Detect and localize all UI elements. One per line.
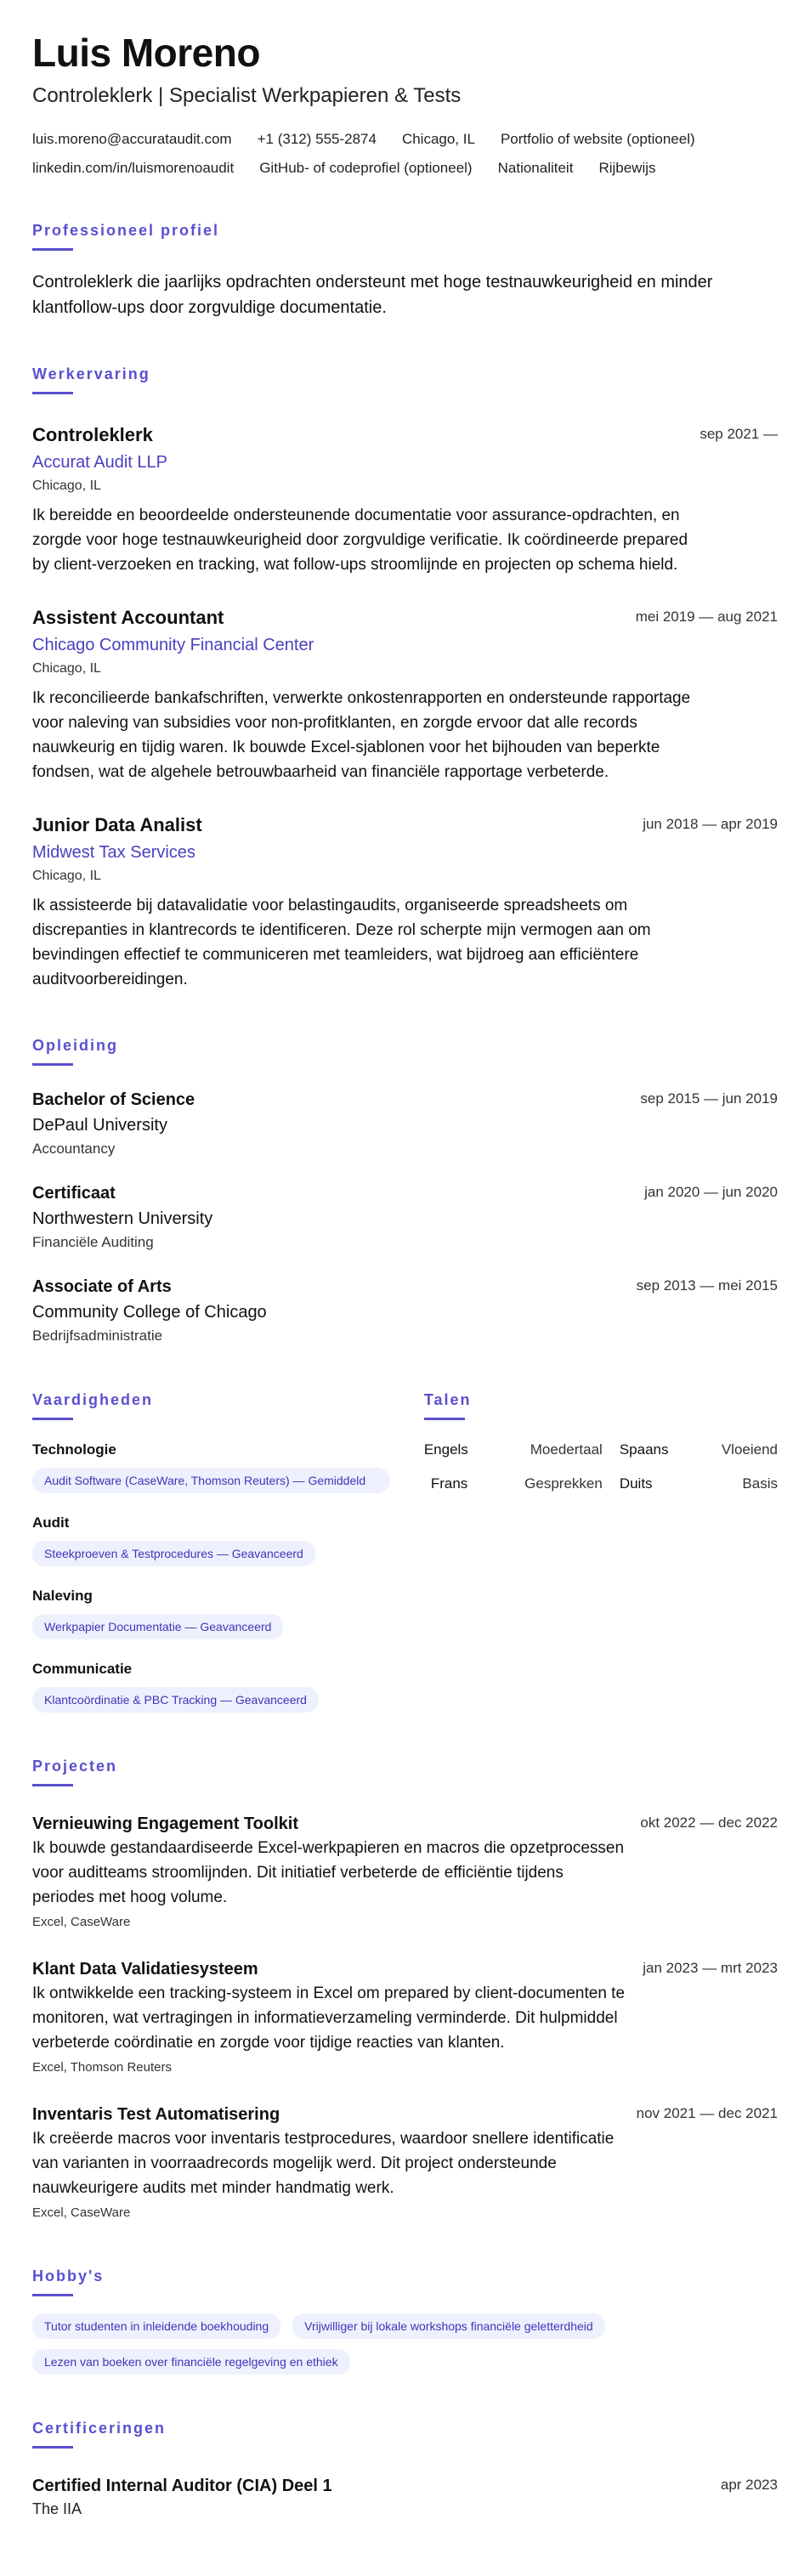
job-location: Chicago, IL <box>32 478 101 493</box>
contact-email[interactable]: luis.moreno@accurataudit.com <box>32 131 232 147</box>
skill-category: Audit <box>32 1514 70 1531</box>
section-title-education: Opleiding <box>32 1037 118 1054</box>
education-field: Bedrijfsadministratie <box>32 1328 163 1344</box>
profile-section <box>32 221 778 320</box>
job-description: Ik assisteerde bij datavalidatie voor belastingaudits, organiseerde spreadsheets om discrepanties in klantrecords te identificeren. Deze rol scherpte mijn vermogen aan om bevindingen effectief te communiceren met teamleiders, wat bijdroeg aan efficiëntere auditvoorbereidingen. <box>32 897 651 988</box>
project-title: Inventaris Test Automatisering <box>32 2105 280 2124</box>
education-date: jan 2020 — jun 2020 <box>644 1184 778 1200</box>
project-title: Vernieuwing Engagement Toolkit <box>32 1815 298 1833</box>
section-title-experience: Werkervaring <box>32 365 150 382</box>
certification-date: apr 2023 <box>720 2477 778 2493</box>
education-field: Financiële Auditing <box>32 1234 154 1250</box>
section-divider <box>32 392 73 394</box>
language-level: Basis <box>742 1475 778 1492</box>
language-level: Gesprekken <box>524 1475 603 1492</box>
hobby-chip: Tutor studenten in inleidende boekhouding <box>32 2313 280 2339</box>
project-date: okt 2022 — dec 2022 <box>640 1815 778 1831</box>
job-company[interactable]: Accurat Audit LLP <box>32 453 167 472</box>
project-entry <box>32 1812 778 1932</box>
education-field: Accountancy <box>32 1141 116 1157</box>
education-school: Community College of Chicago <box>32 1303 267 1322</box>
hobby-list <box>32 2313 729 2375</box>
project-date: nov 2021 — dec 2021 <box>636 2105 778 2121</box>
job-title: Junior Data Analist <box>32 814 202 835</box>
education-school: Northwestern University <box>32 1209 213 1228</box>
languages-section <box>424 1390 778 1713</box>
profile-text: Controleklerk die jaarlijks opdrachten ondersteunt met hoge testnauwkeurigheid en minder klantfollow-ups door zorgvuldige documentatie. <box>32 273 713 317</box>
language-name: Spaans <box>619 1441 669 1458</box>
hobby-chip: Vrijwilliger bij lokale workshops financiële geletterdheid <box>292 2313 605 2339</box>
certification-name: Certified Internal Auditor (CIA) Deel 1 <box>32 2477 332 2495</box>
language-level: Vloeiend <box>721 1441 778 1458</box>
project-description: Ik ontwikkelde een tracking-systeem in Excel om prepared by client-documenten te monitoren, wat vertragingen in informatieverzameling verminderde. Dit hulpmiddel verbeterde coördinatie en zorgde voor tijdige reacties van klanten. <box>32 1984 626 2052</box>
project-tech: Excel, CaseWare <box>32 2205 131 2220</box>
education-entry <box>32 1088 778 1159</box>
skill-category: Naleving <box>32 1588 93 1604</box>
job-entry <box>32 606 778 784</box>
section-title-certifications: Certificeringen <box>32 2420 167 2437</box>
language-name: Engels <box>423 1441 468 1458</box>
language-level: Moedertaal <box>530 1441 603 1458</box>
section-title-hobbies: Hobby's <box>32 2267 105 2284</box>
project-description: Ik bouwde gestandaardiseerde Excel-werkpapieren en macros die opzetprocessen voor auditteams stroomlijnden. Dit initiatief verbeterde de efficiëntie tijdens periodes met hoog volume. <box>32 1839 625 1906</box>
hobbies-section <box>32 2267 778 2375</box>
project-tech: Excel, CaseWare <box>32 1915 131 1929</box>
job-company[interactable]: Chicago Community Financial Center <box>32 636 314 654</box>
education-section <box>32 1036 778 1346</box>
hobby-chip: Lezen van boeken over financiële regelgeving en ethiek <box>32 2349 350 2375</box>
section-divider <box>32 2446 73 2449</box>
job-entry <box>32 813 778 992</box>
education-degree: Associate of Arts <box>32 1277 172 1296</box>
skill-chip: Klantcoördinatie & PBC Tracking — Geavanceerd <box>32 1687 319 1713</box>
education-date: sep 2015 — jun 2019 <box>640 1090 778 1107</box>
job-location: Chicago, IL <box>32 869 101 883</box>
language-name: Duits <box>619 1475 653 1492</box>
section-divider <box>32 1784 73 1786</box>
education-entry <box>32 1181 778 1253</box>
certification-entry <box>32 2474 778 2520</box>
contact-github[interactable]: GitHub- of codeprofiel (optioneel) <box>259 160 473 176</box>
project-title: Klant Data Validatiesysteem <box>32 1960 258 1979</box>
skill-chip: Werkpapier Documentatie — Geavanceerd <box>32 1614 283 1639</box>
skill-chip: Steekproeven & Testprocedures — Geavanceerd <box>32 1541 315 1566</box>
section-divider <box>424 1418 465 1420</box>
skill-category: Technologie <box>32 1441 116 1458</box>
job-entry <box>32 423 778 577</box>
section-title-projects: Projecten <box>32 1758 118 1775</box>
skill-chip: Audit Software (CaseWare, Thomson Reuters) — Gemiddeld <box>32 1468 390 1493</box>
skill-category: Communicatie <box>32 1661 133 1677</box>
certification-issuer: The IIA <box>32 2500 82 2517</box>
project-entry <box>32 1957 778 2077</box>
skills-languages-row <box>32 1390 778 1713</box>
job-location: Chicago, IL <box>32 661 101 676</box>
job-title: Controleklerk <box>32 424 153 445</box>
skills-section <box>32 1390 390 1713</box>
job-description: Ik bereidde en beoordeelde ondersteunende documentatie voor assurance-opdrachten, en zorgde voor hoge testnauwkeurigheid door zorgvuldige verificatie. Ik coördineerde prepared by client-verzoeken en tracking, wat follow-ups stroomlijnde en projecten op schema hield. <box>32 507 688 574</box>
job-company[interactable]: Midwest Tax Services <box>32 843 195 862</box>
projects-section <box>32 1757 778 2222</box>
project-tech: Excel, Thomson Reuters <box>32 2060 172 2075</box>
contact-nationality: Nationaliteit <box>497 160 574 176</box>
certifications-section <box>32 2419 778 2520</box>
job-description: Ik reconcilieerde bankafschriften, verwerkte onkostenrapporten en ondersteunde rapportage voor naleving van subsidies voor non-profitklanten, en zorgde ervoor dat alle records nauwkeurig en tijdig waren. Ik bouwde Excel-sjablonen voor het bijhouden van beperkte fondsen, wat de algehele betrouwbaarheid van financiële rapportage verbeterde. <box>32 689 691 781</box>
contact-linkedin[interactable]: linkedin.com/in/luismorenoaudit <box>32 160 235 176</box>
section-title-skills: Vaardigheden <box>32 1391 154 1408</box>
section-divider <box>32 248 73 251</box>
project-date: jan 2023 — mrt 2023 <box>643 1960 778 1976</box>
language-name: Frans <box>430 1475 468 1492</box>
section-title-profile: Professioneel profiel <box>32 222 220 239</box>
section-divider <box>32 1063 73 1066</box>
education-school: DePaul University <box>32 1116 167 1135</box>
job-date: jun 2018 — apr 2019 <box>643 816 778 832</box>
education-entry <box>32 1275 778 1346</box>
job-date: mei 2019 — aug 2021 <box>635 609 778 625</box>
contact-phone[interactable]: +1 (312) 555-2874 <box>257 131 377 147</box>
candidate-name: Luis Moreno <box>32 31 260 75</box>
project-description: Ik creëerde macros voor inventaris testprocedures, waardoor snellere identificatie van varianten in voorraadrecords mogelijk werd. Dit project ondersteunde nauwkeurigere audits met minder handmatig werk. <box>32 2130 615 2197</box>
candidate-subtitle: Controleklerk | Specialist Werkpapieren & Tests <box>32 84 462 107</box>
section-title-languages: Talen <box>423 1391 472 1408</box>
section-divider <box>32 2294 73 2296</box>
contact-list <box>32 131 763 177</box>
contact-portfolio[interactable]: Portfolio of website (optioneel) <box>500 131 695 147</box>
project-entry <box>32 2103 778 2222</box>
experience-section <box>32 365 778 992</box>
education-date: sep 2013 — mei 2015 <box>636 1277 778 1294</box>
contact-drivers-license: Rijbewijs <box>598 160 656 176</box>
job-date: sep 2021 — <box>700 426 778 442</box>
education-degree: Certificaat <box>32 1184 116 1203</box>
language-grid <box>424 1441 778 1493</box>
section-divider <box>32 1418 73 1420</box>
education-degree: Bachelor of Science <box>32 1090 195 1109</box>
job-title: Assistent Accountant <box>32 607 224 628</box>
contact-location: Chicago, IL <box>401 131 475 147</box>
